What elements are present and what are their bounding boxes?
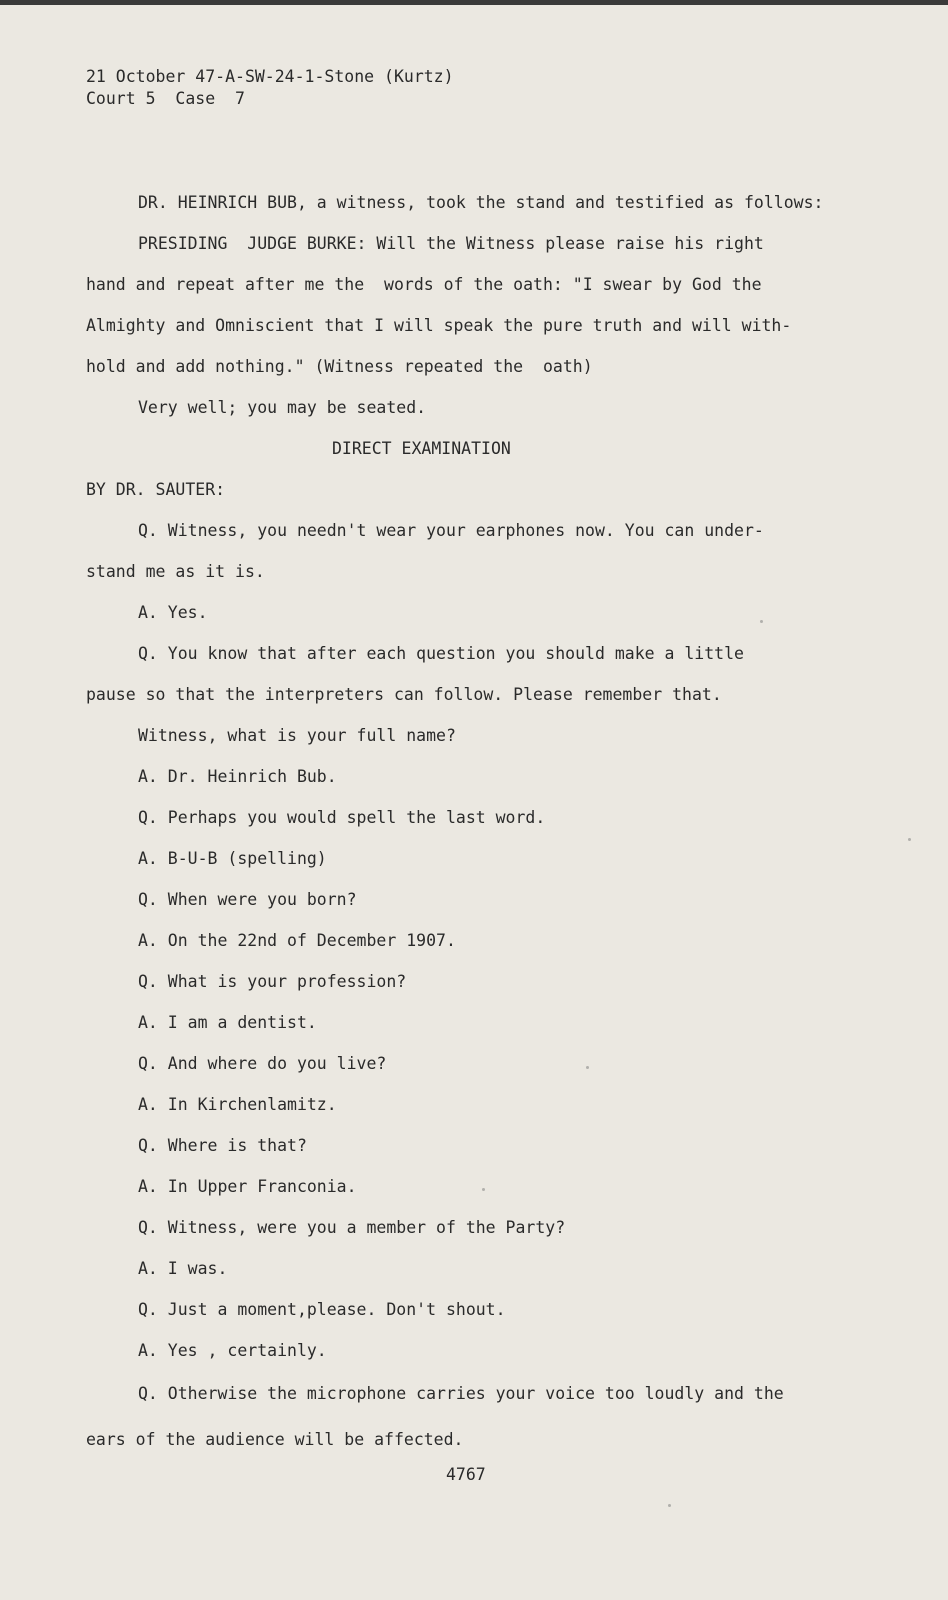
text-line: Almighty and Omniscient that I will speak the pure truth and will with- (86, 316, 792, 335)
text-line: A. On the 22nd of December 1907. (138, 931, 456, 950)
text-line: A. Yes , certainly. (138, 1341, 327, 1360)
scan-speck (908, 838, 911, 841)
text-line: Q. Perhaps you would spell the last word. (138, 808, 546, 827)
text-line: Witness, what is your full name? (138, 726, 456, 745)
text-line: pause so that the interpreters can follow. Please remember that. (86, 685, 722, 704)
text-line: stand me as it is. (86, 562, 265, 581)
page-number: 4767 (446, 1465, 486, 1484)
text-line: A. Dr. Heinrich Bub. (138, 767, 337, 786)
scan-speck (668, 1504, 671, 1507)
text-line: A. In Upper Franconia. (138, 1177, 357, 1196)
scan-speck (586, 1066, 589, 1069)
text-line: Q. You know that after each question you should make a little (138, 644, 744, 663)
text-line: Q. And where do you live? (138, 1054, 387, 1073)
text-line: Q. Witness, you needn't wear your earphones now. You can under- (138, 521, 764, 540)
text-line: Q. Witness, were you a member of the Party? (138, 1218, 566, 1237)
text-line: Very well; you may be seated. (138, 398, 427, 417)
text-line: A. I was. (138, 1259, 228, 1278)
header-line-1: 21 October 47-A-SW-24-1-Stone (Kurtz) (86, 67, 454, 86)
scan-speck (760, 620, 763, 623)
header-line-2: Court 5 Case 7 (86, 89, 245, 108)
scan-speck (482, 1188, 485, 1191)
text-line: DR. HEINRICH BUB, a witness, took the stand and testified as follows: (138, 193, 824, 212)
text-line: A. Yes. (138, 603, 208, 622)
text-line: Q. What is your profession? (138, 972, 407, 991)
text-line: A. I am a dentist. (138, 1013, 317, 1032)
text-line: hold and add nothing." (Witness repeated the oath) (86, 357, 593, 376)
text-line: Q. Otherwise the microphone carries your voice too loudly and the (138, 1384, 784, 1403)
text-line: Q. Where is that? (138, 1136, 307, 1155)
text-line: PRESIDING JUDGE BURKE: Will the Witness please raise his right (138, 234, 764, 253)
document-header (86, 66, 454, 110)
section-heading: DIRECT EXAMINATION (332, 439, 511, 458)
text-line: ears of the audience will be affected. (86, 1430, 464, 1449)
scan-top-edge (0, 0, 948, 5)
text-line: A. B-U-B (spelling) (138, 849, 327, 868)
text-line: Q. Just a moment,please. Don't shout. (138, 1300, 506, 1319)
text-line: Q. When were you born? (138, 890, 357, 909)
text-line: A. In Kirchenlamitz. (138, 1095, 337, 1114)
examiner-label: BY DR. SAUTER: (86, 480, 226, 499)
text-line: hand and repeat after me the words of the oath: "I swear by God the (86, 275, 762, 294)
